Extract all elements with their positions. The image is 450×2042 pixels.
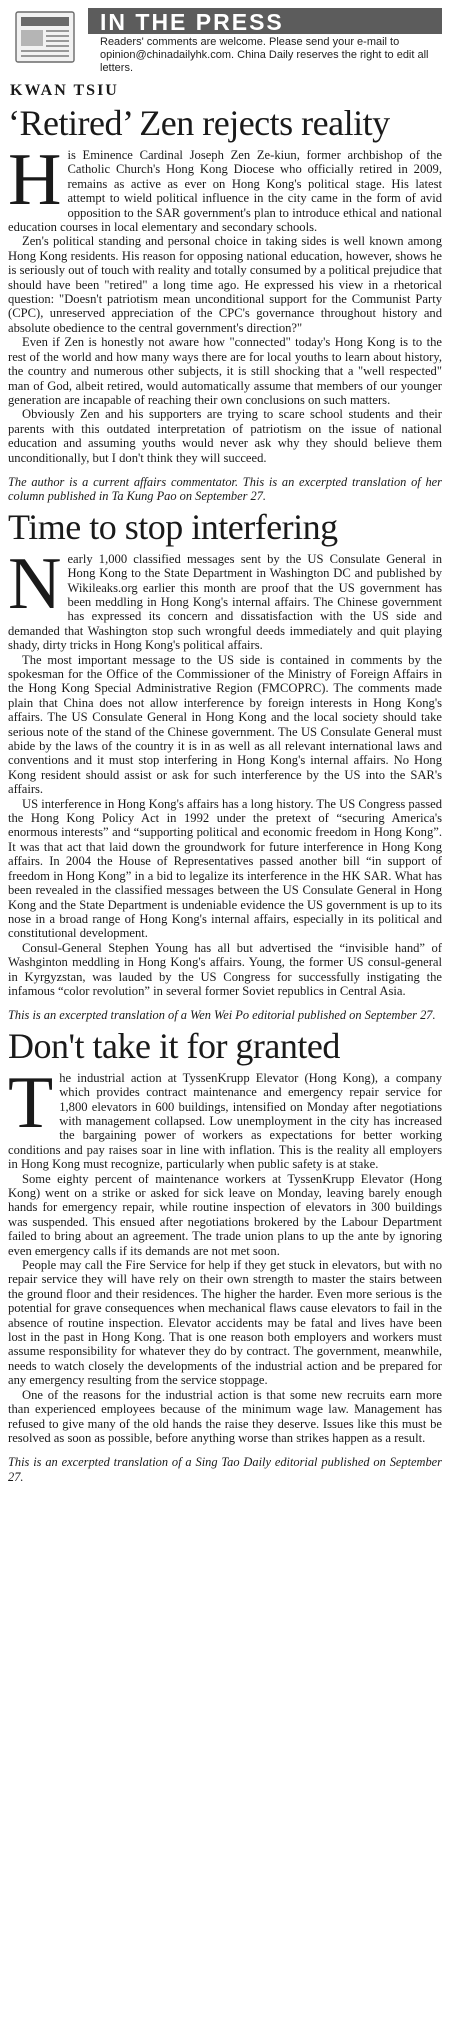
article-retired-zen bbox=[8, 82, 442, 504]
drop-cap: N bbox=[8, 542, 62, 625]
article-paragraph: The industrial action at TyssenKrupp Elevator (Hong Kong), a company which provides contract maintenance and emergency repair service for 1,800 elevators in 600 buildings, intensified on Monday after negotiations with management collapsed. Low unemployment in the city has increased the bargaining power of workers as expectations for better working conditions and pay raises soar in line with inflation. This is the reality all employers in Hong Kong must recognize, particularly when public safety is at stake. bbox=[8, 1061, 442, 1172]
article-paragraph: Zen's political standing and personal choice in taking sides is well known among Hong Kong residents. His reason for opposing national education, however, shows he is seriously out of touch with reality and totally consumed by a political prejudice that should have been "retired" a long time ago. He expressed his view in a rhetorical question: "Doesn't patriotism mean unconditional support for the Communist Party (CPC), unreserved appreciation of the CPC's governance throughout history and absolute obedience to the central government's direction?" bbox=[8, 234, 442, 335]
article-paragraph: Consul-General Stephen Young has all but advertised the “invisible hand” of Washginton meddling in Hong Kong's affairs. Young, the former US consul-general in Kyrgyzstan, was lauded by the US Congress for successfully instigating the infamous “color revolution” in several former Soviet republics in Central Asia. bbox=[8, 940, 442, 998]
article-source-note: This is an excerpted translation of a Sing Tao Daily editorial published on September 27. bbox=[8, 1455, 442, 1484]
article-dont-take-for-granted bbox=[8, 1027, 442, 1484]
article-paragraph: His Eminence Cardinal Joseph Zen Ze-kiun, former archbishop of the Catholic Church's Hong Kong Diocese who officially retired in 2009, remains as active as ever on Hong Kong's political stage. His latest attempt to wield political influence in the city came in the form of avid opposition to the SAR government's plan to introduce ethical and national education courses in local elementary and secondary schools. bbox=[8, 139, 442, 235]
article-paragraph: Obviously Zen and his supporters are trying to scare school students and their parents with this outdated interpretation of patriotism on the issue of national education and assuming youths would never ask why they should believe them unconditionally, but I don't think they will succeed. bbox=[8, 407, 442, 465]
drop-cap: H bbox=[8, 139, 62, 221]
article-headline: ‘Retired’ Zen rejects reality bbox=[8, 103, 390, 143]
newspaper-logo-icon bbox=[10, 6, 82, 68]
article-paragraph: Even if Zen is honestly not aware how "connected" today's Hong Kong is to the rest of the world and how many ways there are for local youths to learn about history, the country and numerous other subjects, it is still shocking that a "well respected" man of God, albeit retired, would automatically assume that members of our younger generation are incapable of reaching their own conclusions on such matters. bbox=[8, 335, 442, 407]
article-source-note: The author is a current affairs commentator. This is an excerpted translation of her column published in Ta Kung Pao on September 27. bbox=[8, 474, 442, 504]
drop-cap: T bbox=[8, 1061, 54, 1144]
reader-comments-note: Readers' comments are welcome. Please send your e-mail to opinion@chinadailyhk.com. China Daily reserves the right to edit all letters. bbox=[100, 36, 429, 74]
article-body bbox=[8, 1061, 442, 1446]
article-body bbox=[8, 542, 443, 999]
press-page bbox=[8, 0, 442, 1484]
article-byline: KWAN TSIU bbox=[10, 82, 119, 99]
article-headline: Time to stop interfering bbox=[8, 506, 338, 547]
article-paragraph: The most important message to the US side is contained in comments by the spokesman for the Office of the Commissioner of the Ministry of Foreign Affairs in the Hong Kong Special Administrative Region (FMCOPRC). The comments made plain that China does not allow interference by foreign interests in Hong Kong's affairs. The US Consulate General in Hong Kong and the local society should take serious note of the stand of the Chinese government. The US Consulate General must abide by the laws of the country it is in as well as all relevant international laws and conventions and it must stop interfering in Hong Kong's internal affairs. No Hong Kong resident should assist or ask for such interference by the US into the SAR's affairs. bbox=[8, 652, 442, 797]
article-stop-interfering bbox=[8, 508, 442, 1023]
article-body bbox=[8, 139, 442, 465]
article-paragraph: US interference in Hong Kong's affairs has a long history. The US Congress passed the Hong Kong Policy Act in 1992 under the pretext of “securing America's enormous interests” and “supporting political and economic freedom in Hong Kong”. It was that act that laid down the groundwork for future interference in Hong Kong affairs. In 2004 the House of Representatives passed another bill “in support of freedom in Hong Kong” in a bid to legalize its interference in the HK SAR. What has been revealed in the classified messages between the US Consulate General in Hong Kong and the State Department is undeniable evidence the US government is up to its nose in a broad range of Hong Kong's internal affairs, especially in its political and constitutional development. bbox=[8, 796, 443, 941]
article-headline: Don't take it for granted bbox=[8, 1025, 340, 1066]
article-source-note: This is an excerpted translation of a Wen Wei Po editorial published on September 27. bbox=[8, 1008, 436, 1023]
section-title: IN THE PRESS bbox=[100, 9, 284, 35]
article-paragraph: Nearly 1,000 classified messages sent by the US Consulate General in Hong Kong to the State Department in Washington DC and published by Wikileaks.org earlier this month are proof that the US government has been meddling in Hong Kong's internal affairs. The Chinese government has expressed its concern and dissatisfaction with the US side and demanded that Washington stop such wrongful deeds immediately and quit playing shady, dirty tricks in Hong Kong's political affairs. bbox=[8, 542, 442, 653]
article-paragraph: Some eighty percent of maintenance workers at TyssenKrupp Elevator (Hong Kong) went on a strike or asked for sick leave on Monday, leaving barely enough hands for emergency repair, while routine inspection of elevators in 300 buildings was suspended. This ensued after negotiations brokered by the Labour Department failed to bring about an agreement. The trade union plans to up the ante by ignoring even emergency calls if its demands are not met soon. bbox=[8, 1171, 442, 1258]
press-masthead bbox=[8, 4, 442, 74]
article-paragraph: People may call the Fire Service for help if they get stuck in elevators, but with no repair service they will have rely on their own strength to master the stairs between the ground floor and their residences. The higher the harder. Even more serious is the potential for grave consequences when mechanical flaws cause elevators to fail in the absence of routine inspection. Elevator accidents may be fatal and lives have been lost in the past in Hong Kong. That is one reason both employers and workers must assume responsibility for whatever they do by contract. The government, meanwhile, needs to watch closely the developments of the industrial action and be prepared for any emergency resulting from the service stoppage. bbox=[8, 1258, 442, 1388]
article-paragraph: One of the reasons for the industrial action is that some new recruits earn more than experienced employees because of the minimum wage law. Management has refused to give many of the old hands the raise they deserve. Issues like this must be resolved as soon as possible, before anything worse than strikes happen as a result. bbox=[8, 1387, 442, 1445]
